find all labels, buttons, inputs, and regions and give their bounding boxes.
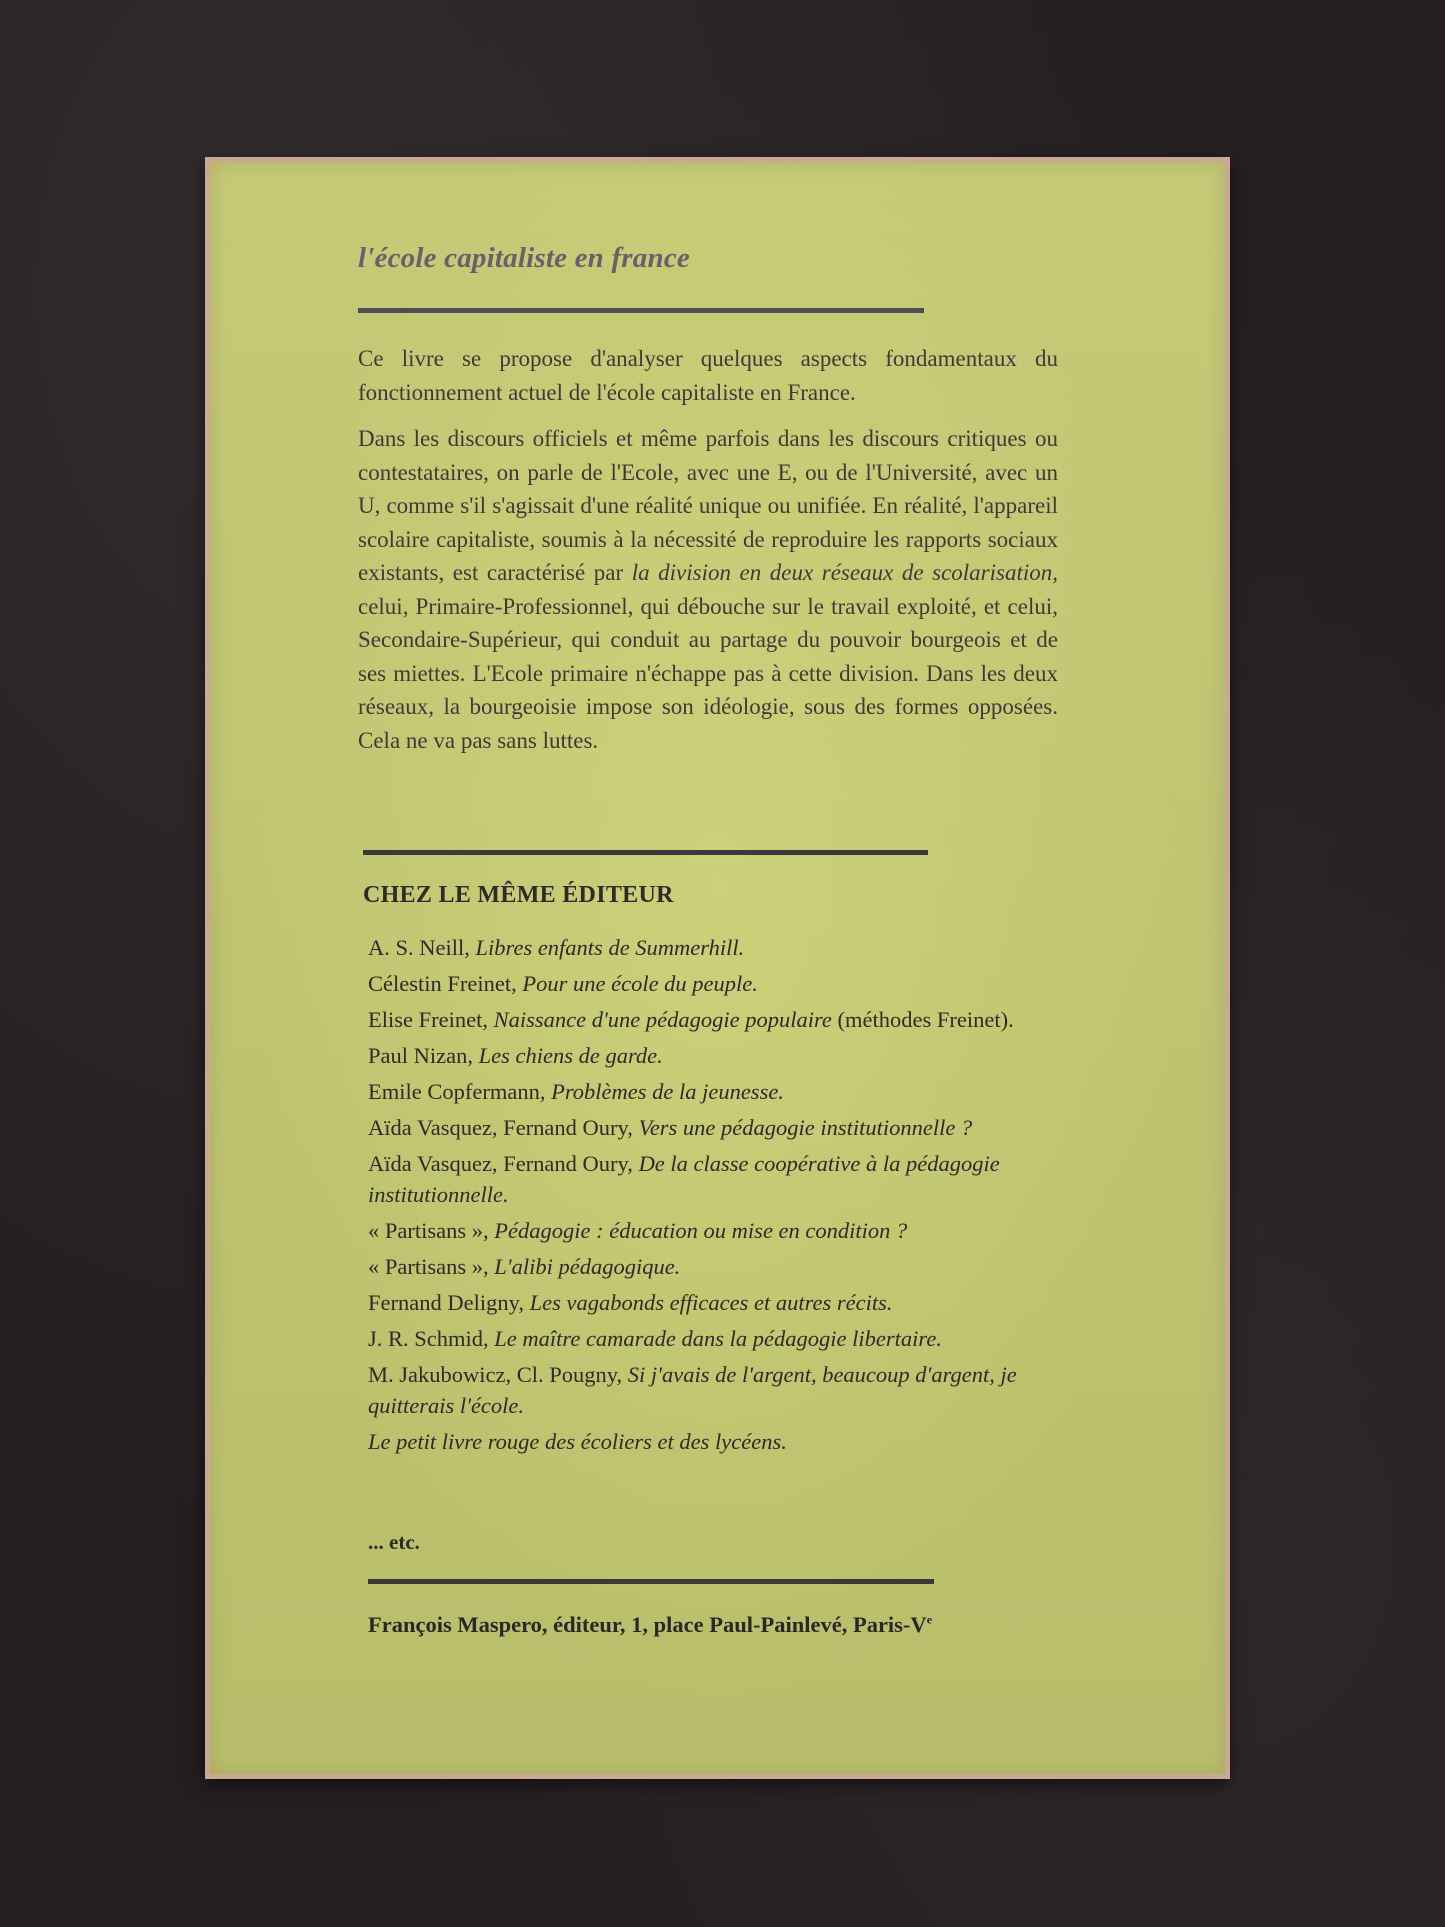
publisher-superscript: e <box>926 1612 933 1627</box>
book-title-entry: Le petit livre rouge des écoliers et des lycéens. <box>368 1429 787 1454</box>
book-list-item <box>368 1251 1088 1282</box>
book-author: « Partisans », <box>368 1218 495 1243</box>
book-list-item <box>368 1112 1088 1143</box>
book-title-entry: Les vagabonds efficaces et autres récits. <box>529 1290 893 1315</box>
book-list-item <box>368 1004 1088 1035</box>
book-title-entry: Les chiens de garde. <box>478 1043 663 1068</box>
book-title: l'école capitaliste en france <box>358 242 690 274</box>
divider-rule <box>358 308 924 313</box>
book-author: Aïda Vasquez, Fernand Oury, <box>368 1151 639 1176</box>
book-title-entry: Si j'avais de l'argent, beaucoup d'argent, je quitterais l'école. <box>368 1362 1017 1418</box>
book-title-entry: Problèmes de la jeunesse. <box>551 1079 784 1104</box>
book-title-entry: Pour une école du peuple. <box>522 971 758 996</box>
blurb-emphasis: la division en deux réseaux de scolarisation, <box>631 560 1058 585</box>
publisher-text: François Maspero, éditeur, 1, place Paul-Painlevé, Paris-V <box>368 1612 927 1637</box>
book-list-item <box>368 1040 1088 1071</box>
book-author: Emile Copfermann, <box>368 1079 552 1104</box>
book-title-entry: Libres enfants de Summerhill. <box>475 935 745 960</box>
book-author: J. R. Schmid, <box>368 1326 495 1351</box>
book-author: Aïda Vasquez, Fernand Oury, <box>368 1115 639 1140</box>
book-list <box>368 932 1088 1462</box>
book-list-item <box>368 932 1088 963</box>
book-suffix: (méthodes Freinet). <box>831 1007 1014 1032</box>
book-author: Fernand Deligny, <box>368 1290 530 1315</box>
book-list-item <box>368 1323 1088 1354</box>
book-author: « Partisans », <box>368 1254 495 1279</box>
book-list-item <box>368 1148 1088 1210</box>
book-author: Paul Nizan, <box>368 1043 479 1068</box>
book-title-entry: Le maître camarade dans la pédagogie libertaire. <box>494 1326 942 1351</box>
blurb-paragraph-2 <box>358 422 1058 757</box>
book-title-entry: Pédagogie : éducation ou mise en condition ? <box>494 1218 908 1243</box>
book-list-item <box>368 1359 1088 1421</box>
book-author: Elise Freinet, <box>368 1007 494 1032</box>
book-list-item <box>368 968 1088 999</box>
book-list-item <box>368 1215 1088 1246</box>
book-title-entry: Vers une pédagogie institutionnelle ? <box>638 1115 973 1140</box>
book-list-item <box>368 1287 1088 1318</box>
divider-rule <box>363 850 928 855</box>
publisher-imprint <box>368 1612 932 1638</box>
book-title-entry: De la classe coopérative à la pédagogie institutionnelle. <box>368 1151 1000 1207</box>
divider-rule <box>368 1579 934 1584</box>
book-list-item <box>368 1076 1088 1107</box>
book-author: Célestin Freinet, <box>368 971 523 996</box>
blurb-paragraph-1: Ce livre se propose d'analyser quelques aspects fondamentaux du fonctionnement actuel de l'école capitaliste en France. <box>358 346 1058 405</box>
blurb-text: Dans les discours officiels et même parfois dans les discours critiques ou contestataires, on parle de l'Ecole, avec une E, ou de l'Université, avec un U, comme s'il s'agissait d'une réalité unique ou unifiée. En réalité, l'appareil scolaire capitaliste, soumis à la nécessité de reproduire les rapports sociaux existants, est caractérisé par <box>358 426 1058 585</box>
book-title-entry: L'alibi pédagogique. <box>494 1254 681 1279</box>
etc-label: ... etc. <box>368 1530 420 1554</box>
book-title-entry: Naissance d'une pédagogie populaire <box>493 1007 832 1032</box>
blurb-text: celui, Primaire-Professionnel, qui débouche sur le travail exploité, et celui, Secondaire-Supérieur, qui conduit au partage du pouvoir bourgeois et de ses miettes. L'Ecole primaire n'échappe pas à cette division. Dans les deux réseaux, la bourgeoisie impose son idéologie, sous des formes opposées. Cela ne va pas sans luttes. <box>358 593 1058 753</box>
book-author: A. S. Neill, <box>368 935 476 960</box>
book-back-cover <box>205 157 1230 1779</box>
book-list-item <box>368 1426 1088 1457</box>
section-heading: CHEZ LE MÊME ÉDITEUR <box>363 882 674 908</box>
book-author: M. Jakubowicz, Cl. Pougny, <box>368 1362 628 1387</box>
